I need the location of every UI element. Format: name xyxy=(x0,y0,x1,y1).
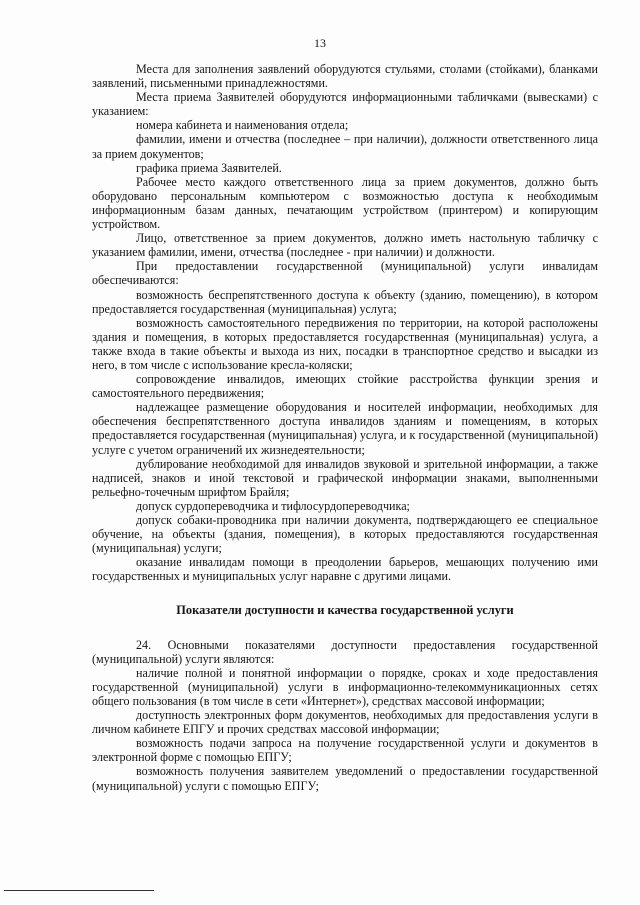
paragraph: Рабочее место каждого ответственного лица за прием документов, должно быть оборудовано персональным компьютером с возможностью доступа к необходимым информационным базам данных, печатающим устройством (принтером) и копирующим устройством. xyxy=(92,174,598,232)
section-heading: Показатели доступности и качества государственной услуги xyxy=(176,603,514,618)
paragraph: надлежащее размещение оборудования и носителей информации, необходимых для обеспечения беспрепятственного доступа инвалидов зданиям и помещениям, в которых предоставляется государственная (муниципальная) услуга, и к государственной (муниципальной) услуге с учетом ограничений их жизнедеятельности; xyxy=(92,400,598,457)
paragraph: Места для заполнения заявлений оборудуются стульями, столами (стойками), бланками заявлений, письменными принадлежностями. xyxy=(92,62,598,91)
paragraph: 24. Основными показателями доступности предоставления государственной (муниципальной) услуги являются: xyxy=(92,637,598,666)
paragraph: допуск сурдопереводчика и тифлосурдопереводчика; xyxy=(136,498,410,513)
paragraph: дублирование необходимой для инвалидов звуковой и зрительной информации, а также надписей, знаков и иной текстовой и графической информации знаками, выполненными рельефно-точечным шрифтом Брайля; xyxy=(92,456,598,499)
paragraph: возможность самостоятельного передвижения по территории, на которой расположены здания и помещения, в которых предоставляется государственная (муниципальная) услуга, а также входа в такие объекты и выхода из них, посадки в транспортное средство и высадки из него, в том числе с использование кресла-коляски; xyxy=(92,315,598,372)
page-body xyxy=(92,62,598,793)
paragraph: сопровождение инвалидов, имеющих стойкие расстройства функции зрения и самостоятельного передвижения; xyxy=(92,372,598,401)
paragraph: Лицо, ответственное за прием документов, должно иметь настольную табличку с указанием фамилии, имени, отчества (последнее - при наличии) и должности. xyxy=(92,231,598,260)
paragraph: Места приема Заявителей оборудуются информационными табличками (вывесками) с указанием: xyxy=(92,90,598,119)
paragraph: возможность беспрепятственного доступа к объекту (зданию, помещению), в котором предоставляется государственная (муниципальная) услуга; xyxy=(92,287,598,316)
footer-rule xyxy=(4,890,154,891)
paragraph: наличие полной и понятной информации о порядке, сроках и ходе предоставления государственной (муниципальной) услуги в информационно-телекоммуникационных сетях общего пользования (в том числе в сети «Интернет»), средствах массовой информации; xyxy=(92,665,598,708)
paragraph: допуск собаки-проводника при наличии документа, подтверждающего ее специальное обучение, на объекты (здания, помещения), в которых предоставляются государственная (муниципальная) услуги; xyxy=(92,513,598,556)
paragraph: доступность электронных форм документов, необходимых для предоставления услуги в личном кабинете ЕПГУ и прочих средствах массовой информации; xyxy=(92,708,598,737)
paragraph: номера кабинета и наименования отдела; xyxy=(136,118,349,133)
paragraph: графика приема Заявителей. xyxy=(136,160,282,175)
paragraph: При предоставлении государственной (муниципальной) услуги инвалидам обеспечиваются: xyxy=(92,259,598,288)
paragraph: возможность подачи запроса на получение государственной услуги и документов в электронной форме с помощью ЕПГУ; xyxy=(92,736,598,765)
paragraph: возможность получения заявителем уведомлений о предоставлении государственной (муниципальной) услуги с помощью ЕПГУ; xyxy=(92,764,598,793)
paragraph: оказание инвалидам помощи в преодолении барьеров, мешающих получению ими государственных и муниципальных услуг наравне с другими лицами. xyxy=(92,555,598,584)
page-number: 13 xyxy=(314,36,326,50)
paragraph: фамилии, имени и отчества (последнее – при наличии), должности ответственного лица за прием документов; xyxy=(92,132,598,161)
